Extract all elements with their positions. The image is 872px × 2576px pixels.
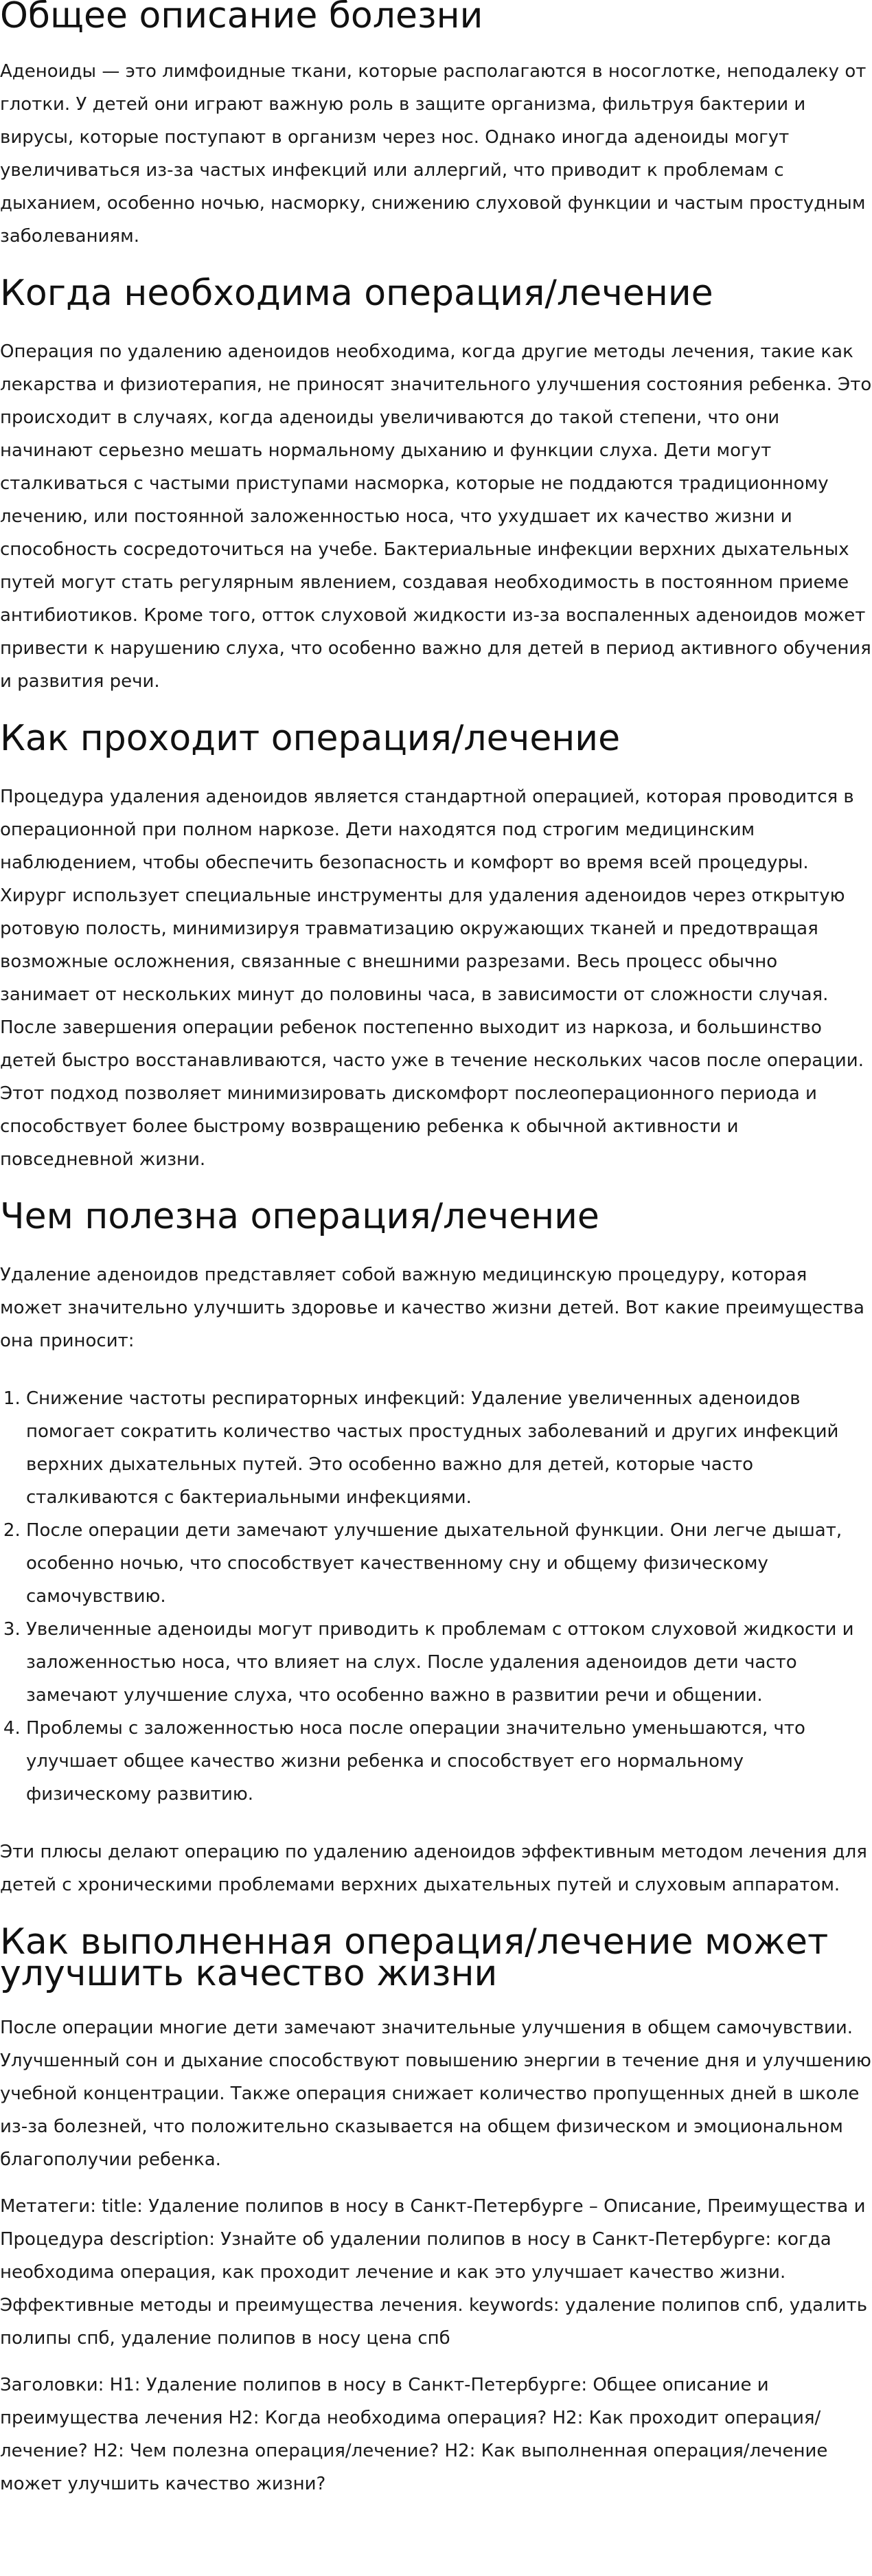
benefits-list [0,1382,872,1811]
headings-note: Заголовки: H1: Удаление полипов в носу в Санкт-Петербурге: Общее описание и преимущества лечения H2: Когда необходима операция? H2: Как проходит операция/лечение? H2: Чем полезна операция/лечение? H2: Как выполненная операция/лечение может улучшить качество жизни? [0,2375,828,2494]
list-item: 4. Проблемы с заложенностью носа после операции значительно уменьшаются, что улучшает общее качество жизни ребенка и способствует его нормальному физическому развитию. [26,1712,872,1811]
list-item: 3. Увеличенные аденоиды могут приводить к проблемам с оттоком слуховой жидкости и заложенностью носа, что влияет на слух. После удаления аденоидов дети часто замечают улучшение слуха, что особенно важно в развитии речи и общении. [26,1613,872,1712]
heading-benefits: Чем полезна операция/лечение [0,1196,599,1237]
paragraph-how-it-goes: Процедура удаления аденоидов является стандартной операцией, которая проводится в операционной при полном наркозе. Дети находятся под строгим медицинским наблюдением, чтобы обеспечить безопасность и комфорт во время всей процедуры. Хирург использует специальные инструменты для удаления аденоидов через открытую ротовую полость, минимизируя травматизацию окружающих тканей и предотвращая возможные осложнения, связанные с внешними разрезами. Весь процесс обычно занимает от нескольких минут до половины часа, в зависимости от сложности случая. После завершения операции ребенок постепенно выходит из наркоза, и большинство детей быстро восстанавливаются, часто уже в течение нескольких часов после операции. Этот подход позволяет минимизировать дискомфорт послеоперационного периода и способствует более быстрому возвращению ребенка к обычной активности и повседневной жизни. [0,787,864,1170]
heading-quality-of-life: Как выполненная операция/лечение может улучшить качество жизни [0,1921,829,1994]
heading-when-needed: Когда необходима операция/лечение [0,273,713,314]
heading-disease-overview: Общее описание болезни [0,0,483,36]
list-item: 2. После операции дети замечают улучшение дыхательной функции. Они легче дышат, особенно ночью, что способствует качественному сну и общему физическому самочувствию. [26,1514,872,1613]
meta-tags-note: Метатеги: title: Удаление полипов в носу в Санкт-Петербурге – Описание, Преимущества и Процедура description: Узнайте об удалении полипов в носу в Санкт-Петербурге: когда необходима операция, как проходит лечение и как это улучшает качество жизни. Эффективные методы и преимущества лечения. keywords: удаление полипов спб, удалить полипы спб, удаление полипов в носу цена спб [0,2196,868,2349]
paragraph-benefits-outro: Эти плюсы делают операцию по удалению аденоидов эффективным методом лечения для детей с хроническими проблемами верхних дыхательных путей и слуховым аппаратом. [0,1842,867,1895]
paragraph-quality-of-life: После операции многие дети замечают значительные улучшения в общем самочувствии. Улучшенный сон и дыхание способствуют повышению энергии в течение дня и улучшению учебной концентрации. Также операция снижает количество пропущенных дней в школе из-за болезней, что положительно сказывается на общем физическом и эмоциональном благополучии ребенка. [0,2018,871,2170]
list-item: 1. Снижение частоты респираторных инфекций: Удаление увеличенных аденоидов помогает сократить количество частых простудных заболеваний и других инфекций верхних дыхательных путей. Это особенно важно для детей, которые часто сталкиваются с бактериальными инфекциями. [26,1382,872,1514]
paragraph-disease-overview: Аденоиды — это лимфоидные ткани, которые располагаются в носоглотке, неподалеку от глотки. У детей они играют важную роль в защите организма, фильтруя бактерии и вирусы, которые поступают в организм через нос. Однако иногда аденоиды могут увеличиваться из-за частых инфекций или аллергий, что приводит к проблемам с дыханием, особенно ночью, насморку, снижению слуховой функции и частым простудным заболеваниям. [0,61,867,247]
paragraph-when-needed: Операция по удалению аденоидов необходима, когда другие методы лечения, такие как лекарства и физиотерапия, не приносят значительного улучшения состояния ребенка. Это происходит в случаях, когда аденоиды увеличиваются до такой степени, что они начинают серьезно мешать нормальному дыханию и функции слуха. Дети могут сталкиваться с частыми приступами насморка, которые не поддаются традиционному лечению, или постоянной заложенностью носа, что ухудшает их качество жизни и способность сосредоточиться на учебе. Бактериальные инфекции верхних дыхательных путей могут стать регулярным явлением, создавая необходимость в постоянном приеме антибиотиков. Кроме того, отток слуховой жидкости из-за воспаленных аденоидов может привести к нарушению слуха, что особенно важно для детей в период активного обучения и развития речи. [0,341,872,692]
paragraph-benefits-intro: Удаление аденоидов представляет собой важную медицинскую процедуру, которая может значительно улучшить здоровье и качество жизни детей. Вот какие преимущества она приносит: [0,1265,864,1351]
heading-how-it-goes: Как проходит операция/лечение [0,718,621,759]
